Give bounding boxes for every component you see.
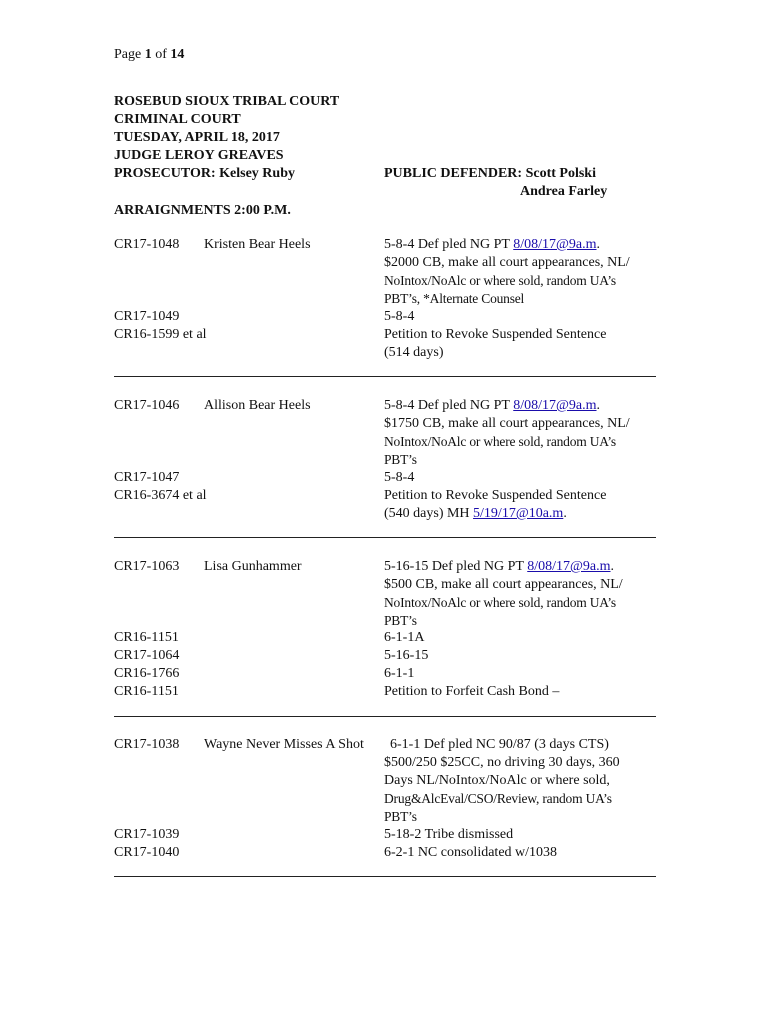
conditions-line: NoIntox/NoAlc or where sold, random UA’s (384, 434, 616, 449)
conditions-line: Drug&AlcEval/CSO/Review, random UA’s (384, 791, 612, 806)
related-case-desc: Petition to Forfeit Cash Bond – (384, 684, 560, 699)
related-case-number: CR17-1064 (114, 648, 180, 663)
related-case-number: CR17-1049 (114, 309, 180, 324)
case-number: CR17-1038 (114, 737, 180, 752)
session-title: ARRAIGNMENTS 2:00 P.M. (114, 203, 291, 218)
section-divider (114, 876, 656, 877)
case-number: CR17-1063 (114, 559, 180, 574)
conditions-line: NoIntox/NoAlc or where sold, random UA’s (384, 273, 616, 288)
case-number: CR17-1048 (114, 237, 180, 252)
related-case-desc: 6-1-1 (384, 666, 415, 681)
related-case-desc: 5-18-2 Tribe dismissed (384, 827, 514, 842)
bond-conditions: $1750 CB, make all court appearances, NL/ (384, 416, 630, 431)
conditions-line: NoIntox/NoAlc or where sold, random UA’s (384, 595, 616, 610)
judge-name: JUDGE LEROY GREAVES (114, 148, 284, 163)
conditions-line: PBT’s (384, 452, 417, 467)
related-case-number: CR16-3674 et al (114, 488, 207, 503)
related-case-number: CR17-1039 (114, 827, 180, 842)
page-number: Page 1 of 14 (114, 47, 185, 62)
bond-conditions: $500 CB, make all court appearances, NL/ (384, 577, 623, 592)
related-case-desc: 5-16-15 (384, 648, 429, 663)
section-divider (114, 716, 656, 717)
related-case-desc: (514 days) (384, 345, 444, 360)
related-case-number: CR17-1047 (114, 470, 180, 485)
section-divider (114, 376, 656, 377)
prosecutor: PROSECUTOR: Kelsey Ruby (114, 166, 295, 181)
defendant-name: Allison Bear Heels (204, 398, 311, 413)
hearing-date-link[interactable]: 8/08/17@9a.m (513, 237, 597, 252)
defendant-name: Kristen Bear Heels (204, 237, 311, 252)
related-case-desc: Petition to Revoke Suspended Sentence (384, 327, 607, 342)
page-total: 14 (170, 47, 185, 62)
conditions-line: PBT’s (384, 613, 417, 628)
conditions-line: Days NL/NoIntox/NoAlc or where sold, (384, 773, 610, 788)
public-defender-2: Andrea Farley (520, 184, 608, 199)
defendant-name: Lisa Gunhammer (204, 559, 302, 574)
public-defender: PUBLIC DEFENDER: Scott Polski (384, 166, 596, 181)
related-case-number: CR17-1040 (114, 845, 180, 860)
related-case-number: CR16-1599 et al (114, 327, 207, 342)
case-disposition: 5-16-15 Def pled NG PT 8/08/17@9a.m. (384, 559, 615, 574)
related-case-desc: 5-8-4 (384, 309, 415, 324)
related-case-desc: 5-8-4 (384, 470, 415, 485)
case-number: CR17-1046 (114, 398, 180, 413)
related-case-number: CR16-1151 (114, 630, 179, 645)
case-disposition: 6-1-1 Def pled NC 90/87 (3 days CTS) (390, 737, 609, 752)
bond-conditions: $500/250 $25CC, no driving 30 days, 360 (384, 755, 620, 770)
court-division: CRIMINAL COURT (114, 112, 241, 127)
case-disposition: 5-8-4 Def pled NG PT 8/08/17@9a.m. (384, 237, 601, 252)
conditions-line: PBT’s (384, 809, 417, 824)
related-case-desc: 6-2-1 NC consolidated w/1038 (384, 845, 558, 860)
related-case-number: CR16-1151 (114, 684, 179, 699)
court-date: TUESDAY, APRIL 18, 2017 (114, 130, 280, 145)
bond-conditions: $2000 CB, make all court appearances, NL/ (384, 255, 630, 270)
related-case-desc: 6-1-1A (384, 630, 425, 645)
court-name: ROSEBUD SIOUX TRIBAL COURT (114, 94, 340, 109)
case-disposition: 5-8-4 Def pled NG PT 8/08/17@9a.m. (384, 398, 601, 413)
related-case-desc: (540 days) MH 5/19/17@10a.m. (384, 506, 567, 521)
section-divider (114, 537, 656, 538)
page-current: 1 (144, 47, 152, 62)
related-case-desc: Petition to Revoke Suspended Sentence (384, 488, 607, 503)
related-case-number: CR16-1766 (114, 666, 180, 681)
hearing-date-link[interactable]: 8/08/17@9a.m (527, 559, 611, 574)
hearing-date-link[interactable]: 5/19/17@10a.m (473, 506, 564, 521)
defendant-name: Wayne Never Misses A Shot (204, 737, 364, 752)
conditions-line: PBT’s, *Alternate Counsel (384, 291, 525, 306)
hearing-date-link[interactable]: 8/08/17@9a.m (513, 398, 597, 413)
